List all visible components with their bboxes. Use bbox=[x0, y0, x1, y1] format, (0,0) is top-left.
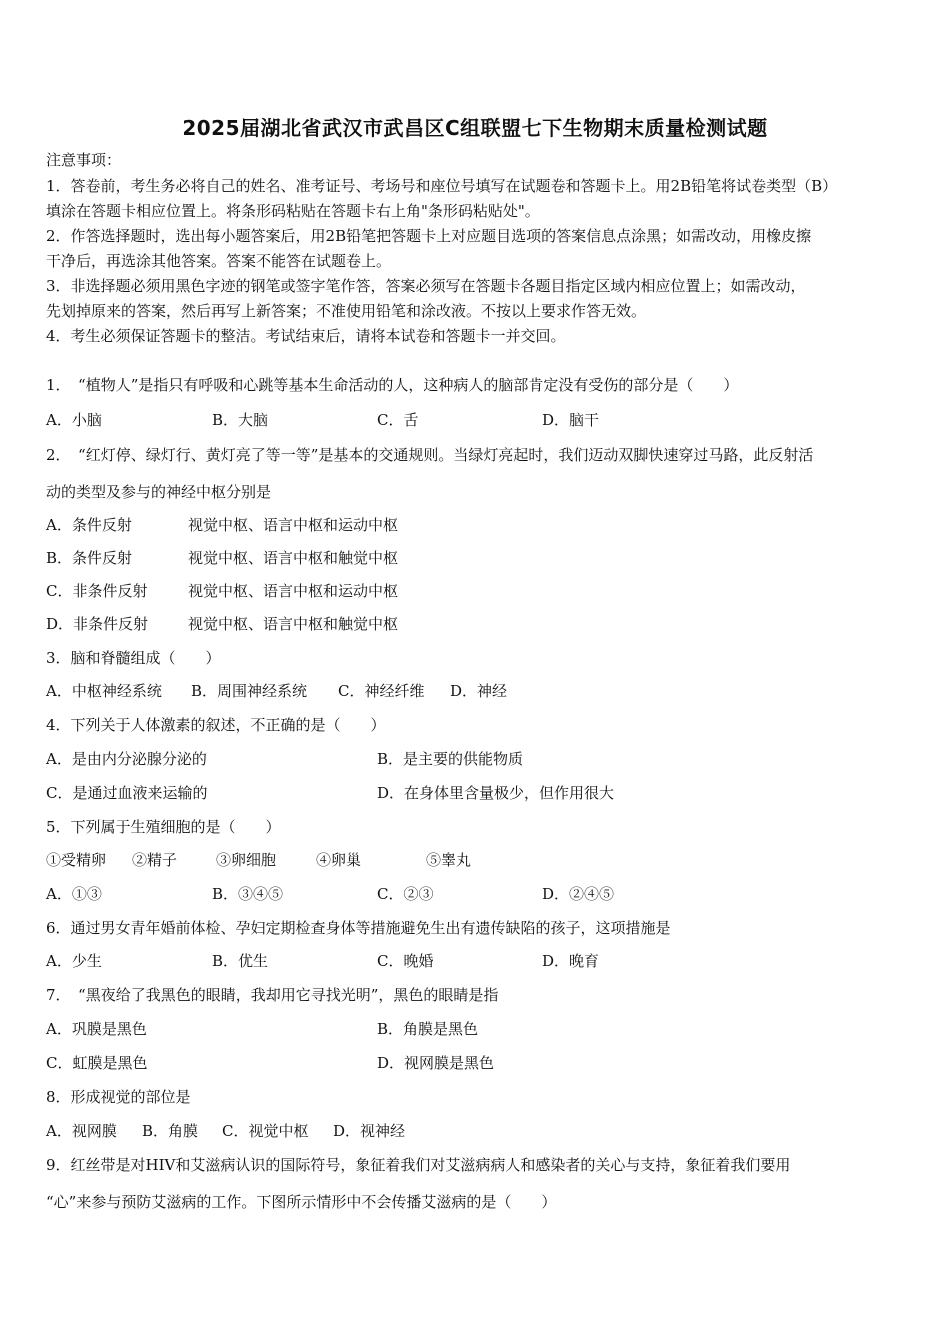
notice-heading: 注意事项： bbox=[46, 151, 122, 169]
question-9-stem: 9．红丝带是对HIV和艾滋病认识的国际符号，象征着我们对艾滋病病人和感染者的关心与支持，象征着我们要用 bbox=[46, 1156, 791, 1174]
q1-option-b: B．大脑 bbox=[212, 411, 269, 429]
question-9-stem-cont: “心”来参与预防艾滋病的工作。下图所示情形中不会传播艾滋病的是（ ） bbox=[46, 1193, 557, 1211]
question-2-stem-cont: 动的类型及参与的神经中枢分别是 bbox=[46, 483, 272, 501]
notice-line: 干净后，再选涂其他答案。答案不能答在试题卷上。 bbox=[46, 252, 392, 270]
question-6-stem: 6．通过男女青年婚前体检、孕妇定期检查身体等措施避免生出有遗传缺陷的孩子，这项措施是 bbox=[46, 919, 671, 937]
q4-option-b: B．是主要的供能物质 bbox=[377, 750, 524, 768]
q5-item: ①受精卵 bbox=[46, 851, 107, 869]
q8-option-c: C．视觉中枢 bbox=[222, 1122, 309, 1140]
q2-option-b-text: 视觉中枢、语言中枢和触觉中枢 bbox=[188, 549, 399, 567]
q5-item: ④卵巢 bbox=[316, 851, 362, 869]
notice-line: 1．答卷前，考生务必将自己的姓名、准考证号、考场号和座位号填写在试题卷和答题卡上。用2B铅笔将试卷类型（B） bbox=[46, 177, 838, 195]
question-8-stem: 8．形成视觉的部位是 bbox=[46, 1088, 191, 1106]
q8-option-a: A．视网膜 bbox=[46, 1122, 117, 1140]
q5-option-d: D．②④⑤ bbox=[542, 885, 615, 903]
q5-item: ⑤睾丸 bbox=[426, 851, 472, 869]
question-3-stem: 3．脑和脊髓组成（ ） bbox=[46, 649, 221, 667]
q8-option-d: D．视神经 bbox=[333, 1122, 406, 1140]
q1-option-a: A．小脑 bbox=[46, 411, 102, 429]
q2-option-c-label: C．非条件反射 bbox=[46, 582, 148, 600]
q7-option-a: A．巩膜是黑色 bbox=[46, 1020, 147, 1038]
q2-option-c-text: 视觉中枢、语言中枢和运动中枢 bbox=[188, 582, 399, 600]
q5-option-b: B．③④⑤ bbox=[212, 885, 284, 903]
notice-line: 2．作答选择题时，选出每小题答案后，用2B铅笔把答题卡上对应题目选项的答案信息点涂黑；如需改动，用橡皮擦 bbox=[46, 227, 812, 245]
question-5-stem: 5．下列属于生殖细胞的是（ ） bbox=[46, 818, 281, 836]
q6-option-b: B．优生 bbox=[212, 952, 269, 970]
notice-line: 3．非选择题必须用黑色字迹的钢笔或签字笔作答，答案必须写在答题卡各题目指定区域内相应位置上；如需改动， bbox=[46, 277, 806, 295]
notice-line: 先划掉原来的答案，然后再写上新答案；不准使用铅笔和涂改液。不按以上要求作答无效。 bbox=[46, 302, 647, 320]
q6-option-d: D．晚育 bbox=[542, 952, 600, 970]
q7-option-b: B．角膜是黑色 bbox=[377, 1020, 479, 1038]
q4-option-c: C．是通过血液来运输的 bbox=[46, 784, 208, 802]
q5-item: ②精子 bbox=[132, 851, 178, 869]
q2-option-d-label: D．非条件反射 bbox=[46, 615, 149, 633]
q6-option-c: C．晚婚 bbox=[377, 952, 434, 970]
q3-option-a: A．中枢神经系统 bbox=[46, 682, 162, 700]
notice-line: 4．考生必须保证答题卡的整洁。考试结束后，请将本试卷和答题卡一并交回。 bbox=[46, 327, 566, 345]
question-1-stem: 1． “植物人”是指只有呼吸和心跳等基本生命活动的人，这种病人的脑部肯定没有受伤的部分是（ ） bbox=[46, 376, 739, 394]
q2-option-a-label: A．条件反射 bbox=[46, 516, 132, 534]
q7-option-c: C．虹膜是黑色 bbox=[46, 1054, 148, 1072]
q3-option-d: D．神经 bbox=[450, 682, 508, 700]
question-4-stem: 4．下列关于人体激素的叙述，不正确的是（ ） bbox=[46, 716, 386, 734]
q8-option-b: B．角膜 bbox=[142, 1122, 199, 1140]
q3-option-c: C．神经纤维 bbox=[338, 682, 425, 700]
q6-option-a: A．少生 bbox=[46, 952, 102, 970]
q5-item: ③卵细胞 bbox=[216, 851, 277, 869]
q3-option-b: B．周围神经系统 bbox=[191, 682, 308, 700]
q4-option-a: A．是由内分泌腺分泌的 bbox=[46, 750, 207, 768]
notice-line: 填涂在答题卡相应位置上。将条形码粘贴在答题卡右上角"条形码粘贴处"。 bbox=[46, 202, 540, 220]
question-2-stem: 2． “红灯停、绿灯行、黄灯亮了等一等”是基本的交通规则。当绿灯亮起时，我们迈动双脚快速穿过马路，此反射活 bbox=[46, 446, 814, 464]
q2-option-d-text: 视觉中枢、语言中枢和触觉中枢 bbox=[188, 615, 399, 633]
q5-option-c: C．②③ bbox=[377, 885, 434, 903]
q7-option-d: D．视网膜是黑色 bbox=[377, 1054, 495, 1072]
page-title: 2025届湖北省武汉市武昌区C组联盟七下生物期末质量检测试题 bbox=[182, 116, 768, 140]
q5-option-a: A．①③ bbox=[46, 885, 102, 903]
q2-option-a-text: 视觉中枢、语言中枢和运动中枢 bbox=[188, 516, 399, 534]
q2-option-b-label: B．条件反射 bbox=[46, 549, 133, 567]
q1-option-c: C．舌 bbox=[377, 411, 419, 429]
question-7-stem: 7． “黑夜给了我黑色的眼睛，我却用它寻找光明”，黑色的眼睛是指 bbox=[46, 986, 499, 1004]
q1-option-d: D．脑干 bbox=[542, 411, 600, 429]
q4-option-d: D．在身体里含量极少，但作用很大 bbox=[377, 784, 615, 802]
